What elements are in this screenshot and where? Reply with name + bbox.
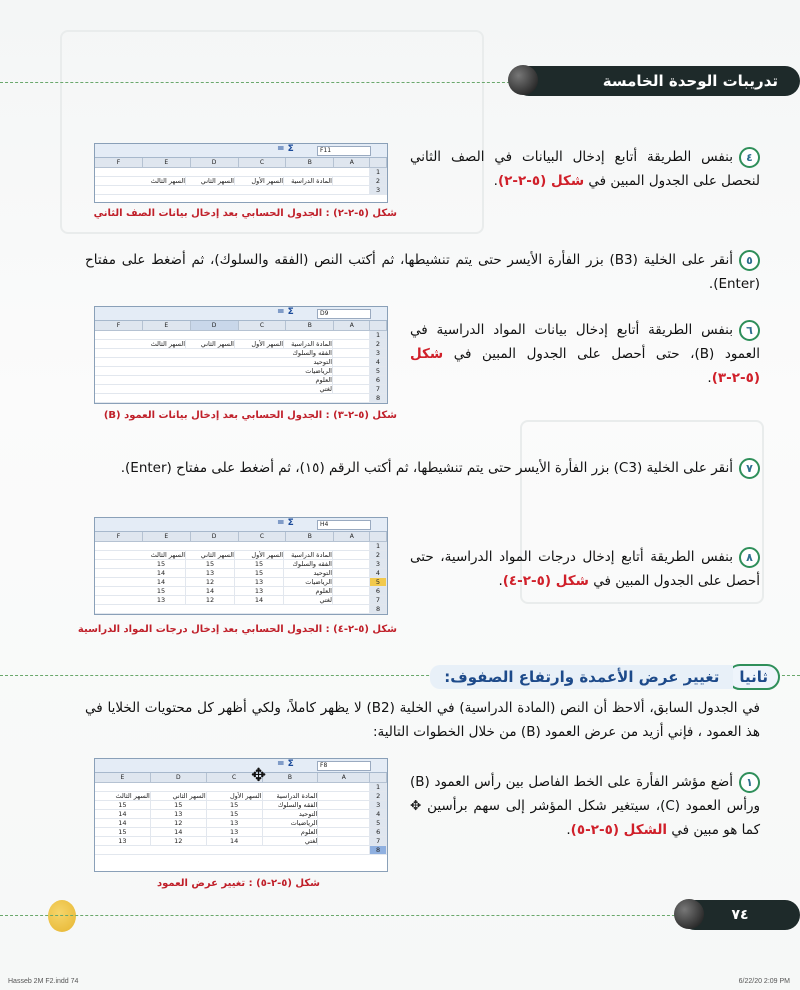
unit-header	[514, 66, 800, 96]
section-intro: في الجدول السابق، ألاحظ أن النص (المادة الدراسية) في الخلية (B2) لا يظهر كاملاً، ولكي أظهر كل محتويات الخلايا في هذ العمود ، فإني أزيد من عرض العمود (B) من خلال الخطوات التالية:	[85, 700, 760, 740]
figure-caption: شكل (٥-٢-٢) : الجدول الحسابي بعد إدخال بيانات الصف الثاني	[93, 208, 397, 219]
page-number-tab	[680, 900, 800, 930]
section-header	[430, 664, 780, 690]
step-4: ٤بنفس الطريقة أتابع إدخال البيانات في الصف الثاني لنحصل على الجدول المبين في شكل (٥-٢-٢).	[410, 145, 760, 193]
footer-knob-icon	[674, 899, 704, 929]
header-divider	[0, 82, 520, 83]
step-7: ٧أنقر على الخلية (C3) بزر الفأرة الأيسر حتى يتم تنشيطها، ثم أكتب الرقم (١٥)، ثم أضغط على مفتاح (Enter).	[85, 456, 760, 480]
step-5: ٥أنقر على الخلية (B3) بزر الفأرة الأيسر حتى يتم تنشيطها، ثم أكتب النص (الفقه والسلوك)، ثم أضغط على مفتاح (Enter).	[85, 248, 760, 296]
section-step-1: ١أضع مؤشر الفأرة على الخط الفاصل بين رأس العمود (B) ورأس العمود (C)، سيتغير شكل المؤشر إلى سهم برأسين ✥ كما هو مبين في الشكل (٥-٢-٥).	[410, 770, 760, 842]
step-6: ٦بنفس الطريقة أتابع إدخال بيانات المواد الدراسية في العمود (B)، حتى أحصل على الجدول المبين في شكل (٥-٢-٣).	[410, 318, 760, 390]
header-knob-icon	[508, 65, 538, 95]
figure-ref: شكل (٥-٢-٤)	[502, 573, 589, 589]
figure-caption: شكل (٥-٢-٤) : الجدول الحسابي بعد إدخال درجات المواد الدراسية	[77, 624, 397, 635]
resize-arrow-icon: ✥	[410, 798, 422, 814]
step-number: ١	[739, 772, 760, 793]
section-title: تغيير عرض الأعمدة وارتفاع الصفوف:	[430, 665, 733, 689]
step-number: ٤	[739, 147, 760, 168]
print-file-label: Hasseb 2M F2.indd 74	[8, 978, 79, 985]
unit-title: تدريبات الوحدة الخامسة	[602, 72, 778, 90]
figure-ref: شكل (٥-٢-٢)	[497, 173, 585, 189]
figure-ref: الشكل (٥-٢-٥)	[570, 822, 668, 838]
spreadsheet-figure-3: = Σ H4 F E D C B A 1 2 المادة الدراسية السهر الأول السهر الثاني السهر الثالث 3 الفقه والسلوك 15 15 15 4 التوحيد 15 13 14 5 الرياضيات 13 12 14 6 العلوم 13 14 15 7 لغتي 14 12 13 8	[94, 517, 388, 615]
footer-divider	[0, 915, 690, 916]
section-badge: ثانيا	[727, 664, 780, 690]
step-number: ٥	[739, 250, 760, 271]
figure-ref: شكل (٥-٢-٣)	[410, 346, 760, 386]
step-number: ٨	[739, 547, 760, 568]
spreadsheet-figure-1: = Σ F11 F E D C B A 1 2 المادة الدراسية السهر الأول السهر الثاني السهر الثالث 3	[94, 143, 388, 203]
ministry-logo-icon	[48, 900, 76, 932]
page-number: ٧٤	[731, 907, 749, 923]
resize-cursor-icon: ✥	[251, 765, 267, 786]
spreadsheet-figure-2: = Σ D9 F E D C B A 1 2 المادة الدراسية السهر الأول السهر الثاني السهر الثالث 3 الفقه والسلوك 4 التوحيد 5 الرياضيات 6 العلوم 7 لغتي 8	[94, 306, 388, 404]
figure-caption: شكل (٥-٢-٥) : تغيير عرض العمود	[157, 878, 320, 889]
step-number: ٧	[739, 458, 760, 479]
print-date-label: 6/22/20 2:09 PM	[738, 978, 790, 985]
step-8: ٨بنفس الطريقة أتابع إدخال درجات المواد الدراسية، حتى أحصل على الجدول المبين في شكل (٥-٢-٤).	[410, 545, 760, 593]
step-number: ٦	[739, 320, 760, 341]
figure-caption: شكل (٥-٢-٣) : الجدول الحسابي بعد إدخال بيانات العمود (B)	[103, 410, 397, 421]
background-watermark	[60, 30, 484, 234]
spreadsheet-figure-4: = Σ F8 E D C B A ✥ 1 2 المادة الدراسية السهر الأول السهر الثاني السهر الثالث 3 الفقه والسلوك 15 15 15 4 التوحيد 15 13 14 5 الرياضيات 13 12 14 6 العلوم 13 14 15 7 لغتي 14 12 13 8	[94, 758, 388, 872]
